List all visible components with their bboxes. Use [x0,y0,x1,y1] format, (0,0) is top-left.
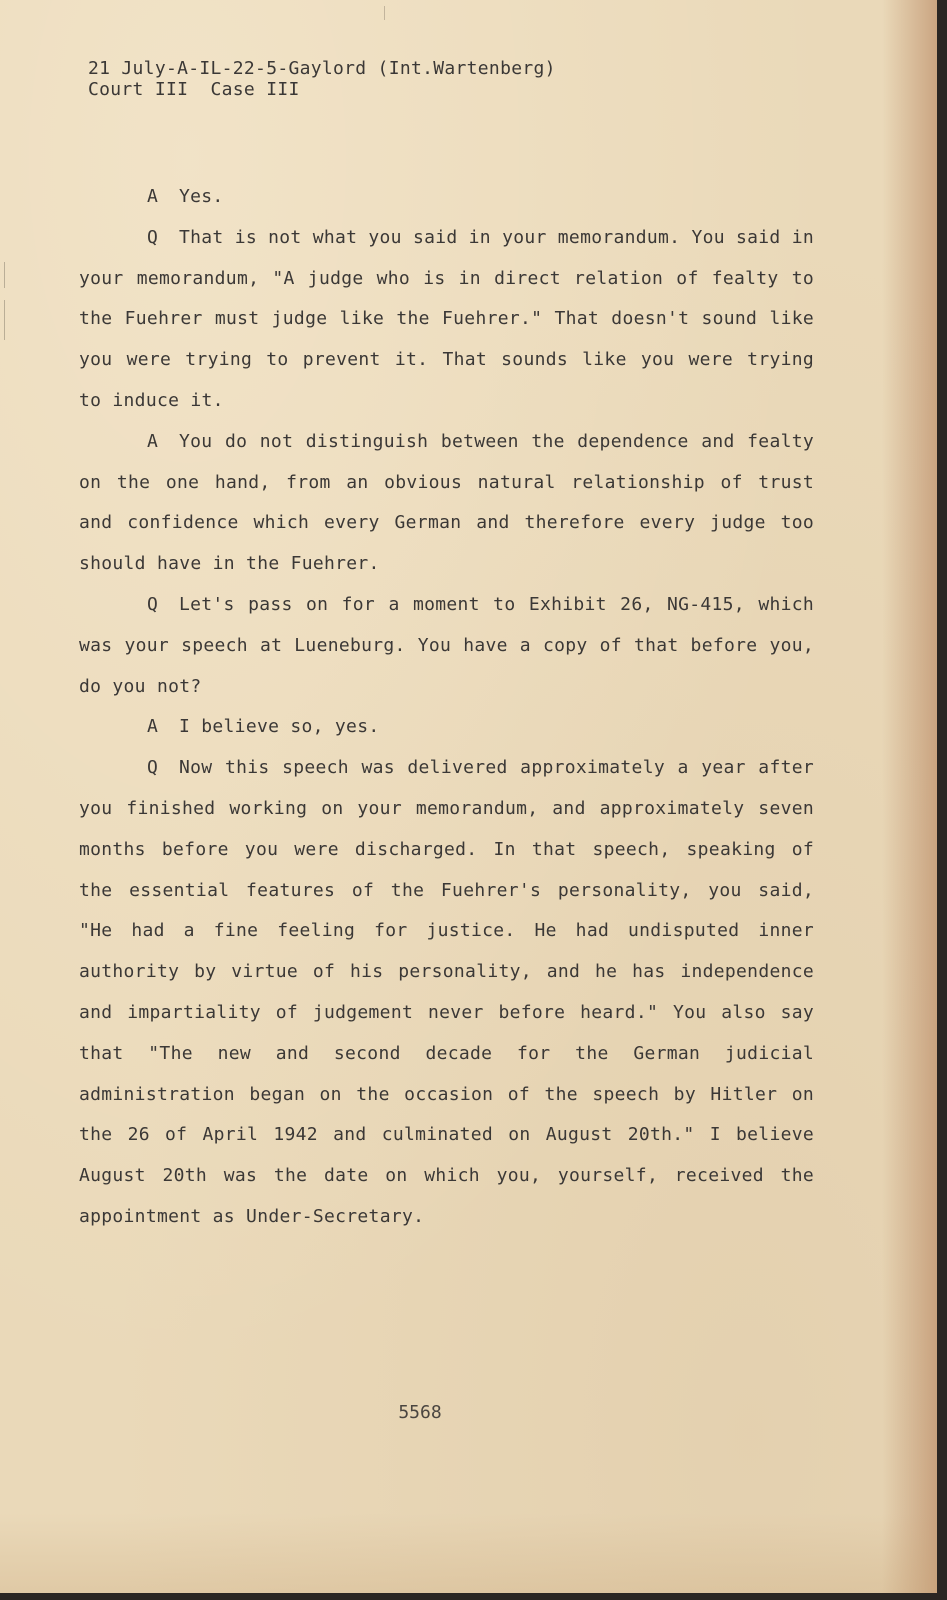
header-line-2: Court III Case III [88,79,300,100]
speaker-label: A [147,186,159,207]
paragraph-text: Let's pass on for a moment to Exhibit 26, NG-415, which was your speech at Lueneburg. You have a copy of that before you, do you not? [79,593,814,697]
page-number: 5568 [398,1402,442,1423]
paragraph-text: I believe so, yes. [179,716,380,738]
transcript-paragraph [79,422,814,585]
speaker-label: A [147,430,159,452]
paper-mark [384,6,385,20]
transcript-paragraph [79,707,814,748]
transcript-paragraph [79,177,814,218]
speaker-label: A [147,716,159,738]
transcript-paragraph [79,585,814,707]
paragraph-text: You do not distinguish between the dependence and fealty on the one hand, from an obvious natural relationship of trust and confidence which every German and therefore every judge too should have in the Fuehrer. [79,430,814,575]
speaker-label: Q [147,757,159,779]
transcript-paragraph [79,218,814,422]
margin-mark [4,300,5,340]
page-edge-shadow [882,0,937,1593]
paragraph-text: That is not what you said in your memorandum. You said in your memorandum, "A judge who is in direct relation of fealty to the Fuehrer must judge like the Fuehrer." That doesn't sound like you were trying to prevent it. That sounds like you were trying to induce it. [79,226,814,411]
header-line-1: 21 July-A-IL-22-5-Gaylord (Int.Wartenberg) [88,58,556,79]
speaker-label: Q [147,226,159,248]
paragraph-text: Now this speech was delivered approximately a year after you finished working on your memorandum, and approximately seven months before you were discharged. In that speech, speaking of the essential features of the Fuehrer's personality, you said, "He had a fine feeling for justice. He had undisputed inner authority by virtue of his personality, and he has independence and impartiality of judgement never before heard." You also say that "The new and second decade for the German judicial administration began on the occasion of the speech by Hitler on the 26 of April 1942 and culminated on August 20th." I believe August 20th was the date on which you, yourself, received the appointment as Under-Secretary. [79,757,814,1227]
case-header [88,58,556,100]
page-bottom-tint [0,1513,937,1593]
speaker-label: Q [147,593,159,615]
margin-mark [4,262,5,288]
transcript-body [79,177,814,1238]
paragraph-text: Yes. [179,186,224,207]
transcript-paragraph [79,748,814,1238]
